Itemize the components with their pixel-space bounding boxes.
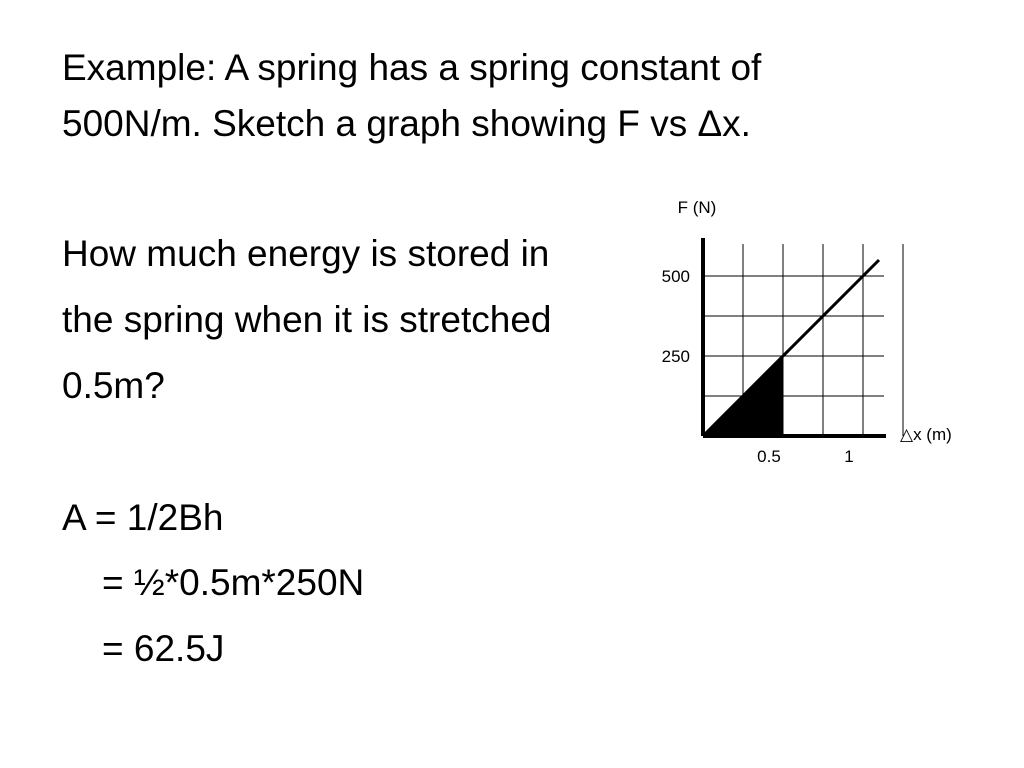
force-extension-graph	[636, 188, 976, 478]
question-line-2: the spring when it is stretched	[62, 299, 552, 340]
title-line-1: Example: A spring has a spring constant of	[62, 47, 762, 88]
calculation-step-2: = 62.5J	[102, 628, 225, 669]
calculation-step-1: = ½*0.5m*250N	[102, 562, 365, 603]
question-line-3: 0.5m?	[62, 365, 165, 406]
title-line-2: 500N/m. Sketch a graph showing F vs Δx.	[62, 103, 751, 144]
x-axis-label: △x (m)	[900, 425, 952, 444]
force-line-series	[703, 260, 879, 436]
y-tick-label: 500	[661, 267, 690, 286]
x-tick-label: 0.5	[757, 447, 781, 466]
graph-marks	[662, 198, 952, 466]
x-tick-label: 1	[844, 447, 854, 466]
area-formula: A = 1/2Bh	[62, 497, 224, 538]
y-tick-label: 250	[661, 347, 690, 366]
y-axis-label: F (N)	[677, 198, 717, 217]
question-line-1: How much energy is stored in	[62, 233, 550, 274]
